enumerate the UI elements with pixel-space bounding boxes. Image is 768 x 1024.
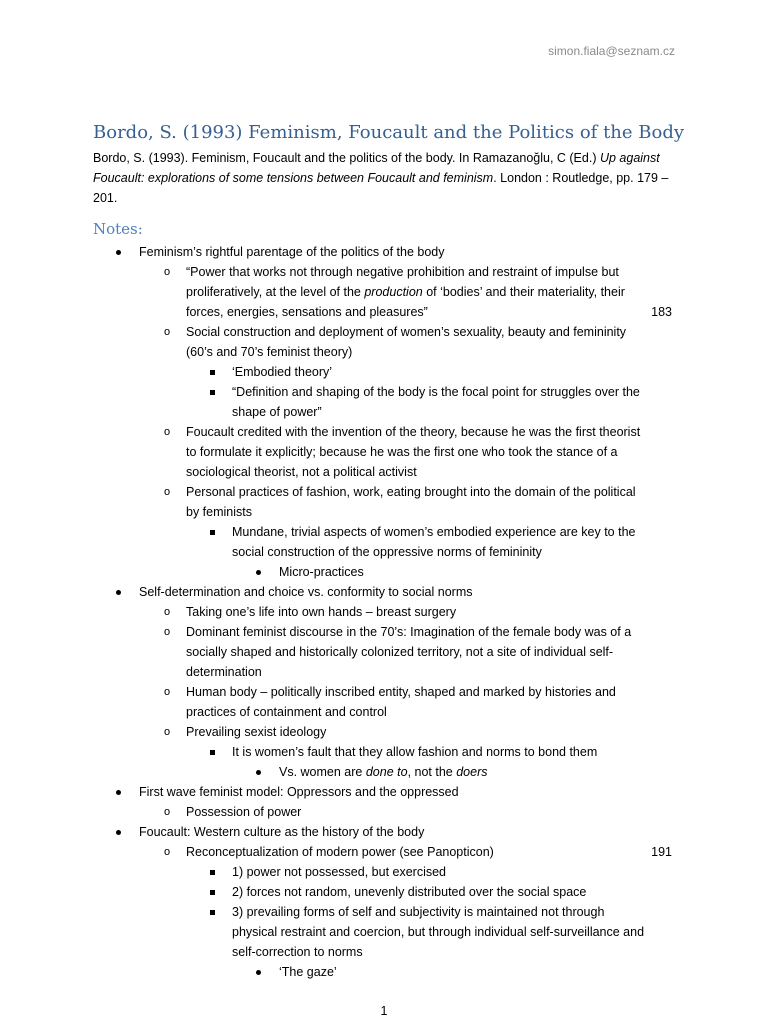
note-text: Self-determination and choice vs. conformity to social norms — [139, 585, 473, 599]
bullet-icon — [256, 770, 261, 775]
note-line — [232, 742, 597, 762]
note-text: ‘The gaze’ — [279, 965, 337, 979]
note-text: Foucault: Western culture as the history of the body — [139, 825, 425, 839]
note-text: Foucault credited with the invention of the theory, because he was the first theorist — [186, 425, 641, 439]
note-line — [232, 522, 635, 542]
note-text: 1) power not possessed, but exercised — [232, 865, 447, 879]
square-bullet-icon — [210, 910, 215, 915]
note-text: physical restraint and coercion, but through individual self-surveillance and — [232, 925, 645, 939]
note-line — [186, 422, 640, 442]
page-reference: 191 — [651, 845, 672, 859]
note-text: ‘Embodied theory’ — [232, 365, 333, 379]
note-line — [232, 922, 644, 942]
note-text: First wave feminist model: Oppressors and the oppressed — [139, 785, 459, 799]
document-title: Bordo, S. (1993) Feminism, Foucault and the Politics of the Body — [93, 122, 685, 143]
bullet-icon — [256, 570, 261, 575]
note-text: , not the — [407, 765, 457, 779]
note-text: Social construction and deployment of women’s sexuality, beauty and femininity — [186, 325, 627, 339]
note-line — [279, 562, 364, 582]
circle-bullet-icon: o — [164, 326, 171, 338]
note-line — [186, 462, 417, 482]
square-bullet-icon — [210, 370, 215, 375]
note-line — [279, 962, 337, 982]
note-text: practices of containment and control — [186, 705, 387, 719]
note-text: 3) prevailing forms of self and subjectivity is maintained not through — [232, 905, 605, 919]
square-bullet-icon — [210, 530, 215, 535]
circle-bullet-icon: o — [164, 726, 171, 738]
note-text: (60’s and 70’s feminist theory) — [186, 345, 353, 359]
citation-book-title: Up against Foucault: explorations of some tensions between Foucault and feminism — [93, 151, 660, 185]
note-text: to formulate it explicitly; because he was the first one who took the stance of a — [186, 445, 618, 459]
bullet-icon — [116, 590, 121, 595]
author-email: simon.fiala@seznam.cz — [548, 44, 675, 58]
circle-bullet-icon: o — [164, 686, 171, 698]
square-bullet-icon — [210, 870, 215, 875]
note-line — [279, 762, 488, 782]
bullet-icon — [116, 830, 121, 835]
square-bullet-icon — [210, 750, 215, 755]
note-line — [186, 502, 252, 522]
circle-bullet-icon: o — [164, 606, 171, 618]
note-line — [232, 382, 640, 402]
note-line — [186, 302, 428, 322]
note-text: of ‘bodies’ and their materiality, their — [422, 285, 625, 299]
note-line — [186, 802, 301, 822]
note-line — [186, 282, 625, 302]
circle-bullet-icon: o — [164, 626, 171, 638]
note-line — [186, 682, 616, 702]
page-reference: 183 — [651, 305, 672, 319]
note-text: socially shaped and historically colonized territory, not a site of individual self- — [186, 645, 614, 659]
note-line — [186, 662, 262, 682]
note-line — [186, 622, 631, 642]
note-line — [186, 722, 326, 742]
note-line — [186, 342, 352, 362]
note-line — [186, 642, 613, 662]
note-line — [139, 822, 424, 842]
note-line — [232, 362, 332, 382]
note-text: Feminism’s rightful parentage of the politics of the body — [139, 245, 445, 259]
note-line — [139, 782, 459, 802]
emphasis-text: doers — [456, 765, 488, 779]
note-text: “Power that works not through negative prohibition and restraint of impulse but — [186, 265, 619, 279]
note-line — [139, 242, 445, 262]
note-text: self-correction to norms — [232, 945, 363, 959]
circle-bullet-icon: o — [164, 846, 171, 858]
citation — [93, 148, 678, 208]
note-text: social construction of the oppressive norms of femininity — [232, 545, 542, 559]
note-line — [186, 482, 636, 502]
note-text: forces, energies, sensations and pleasures” — [186, 305, 428, 319]
note-line — [232, 942, 363, 962]
note-text: Personal practices of fashion, work, eating brought into the domain of the political — [186, 485, 636, 499]
note-line — [186, 602, 456, 622]
note-text: by feminists — [186, 505, 252, 519]
bullet-icon — [116, 250, 121, 255]
emphasis-text: production — [364, 285, 423, 299]
note-line — [186, 442, 617, 462]
note-line — [186, 702, 387, 722]
square-bullet-icon — [210, 390, 215, 395]
note-text: Micro-practices — [279, 565, 364, 579]
bullet-icon — [256, 970, 261, 975]
note-line — [139, 582, 472, 602]
note-text: Reconceptualization of modern power (see Panopticon) — [186, 845, 494, 859]
citation-text: Bordo, S. (1993). Feminism, Foucault and the politics of the body. In Ramazanoğlu, C (Ed.) — [93, 151, 600, 165]
note-line — [232, 902, 604, 922]
note-text: shape of power” — [232, 405, 322, 419]
note-text: 2) forces not random, unevenly distributed over the social space — [232, 885, 587, 899]
note-line — [232, 542, 542, 562]
note-line — [232, 402, 322, 422]
citation-publisher: . London : Routledge, pp. 179 – 201. — [93, 171, 669, 205]
note-text: Taking one’s life into own hands – breast surgery — [186, 605, 457, 619]
note-line — [186, 262, 619, 282]
note-line — [232, 862, 446, 882]
notes-heading: Notes: — [93, 220, 143, 238]
note-text: Vs. women are — [279, 765, 366, 779]
note-text: It is women’s fault that they allow fashion and norms to bond them — [232, 745, 598, 759]
note-text: Dominant feminist discourse in the 70’s: Imagination of the female body was of a — [186, 625, 632, 639]
circle-bullet-icon: o — [164, 266, 171, 278]
bullet-icon — [116, 790, 121, 795]
note-text: Prevailing sexist ideology — [186, 725, 327, 739]
square-bullet-icon — [210, 890, 215, 895]
note-line — [186, 842, 494, 862]
note-text: determination — [186, 665, 262, 679]
note-text: sociological theorist, not a political activist — [186, 465, 417, 479]
circle-bullet-icon: o — [164, 486, 171, 498]
note-line — [186, 322, 626, 342]
circle-bullet-icon: o — [164, 426, 171, 438]
note-text: Human body – politically inscribed entity, shaped and marked by histories and — [186, 685, 616, 699]
note-text: Possession of power — [186, 805, 302, 819]
note-text: “Definition and shaping of the body is the focal point for struggles over the — [232, 385, 640, 399]
page-number: 1 — [380, 1004, 388, 1018]
circle-bullet-icon: o — [164, 806, 171, 818]
emphasis-text: done to — [365, 765, 408, 779]
note-line — [232, 882, 586, 902]
note-text: proliferatively, at the level of the — [186, 285, 365, 299]
note-text: Mundane, trivial aspects of women’s embodied experience are key to the — [232, 525, 636, 539]
